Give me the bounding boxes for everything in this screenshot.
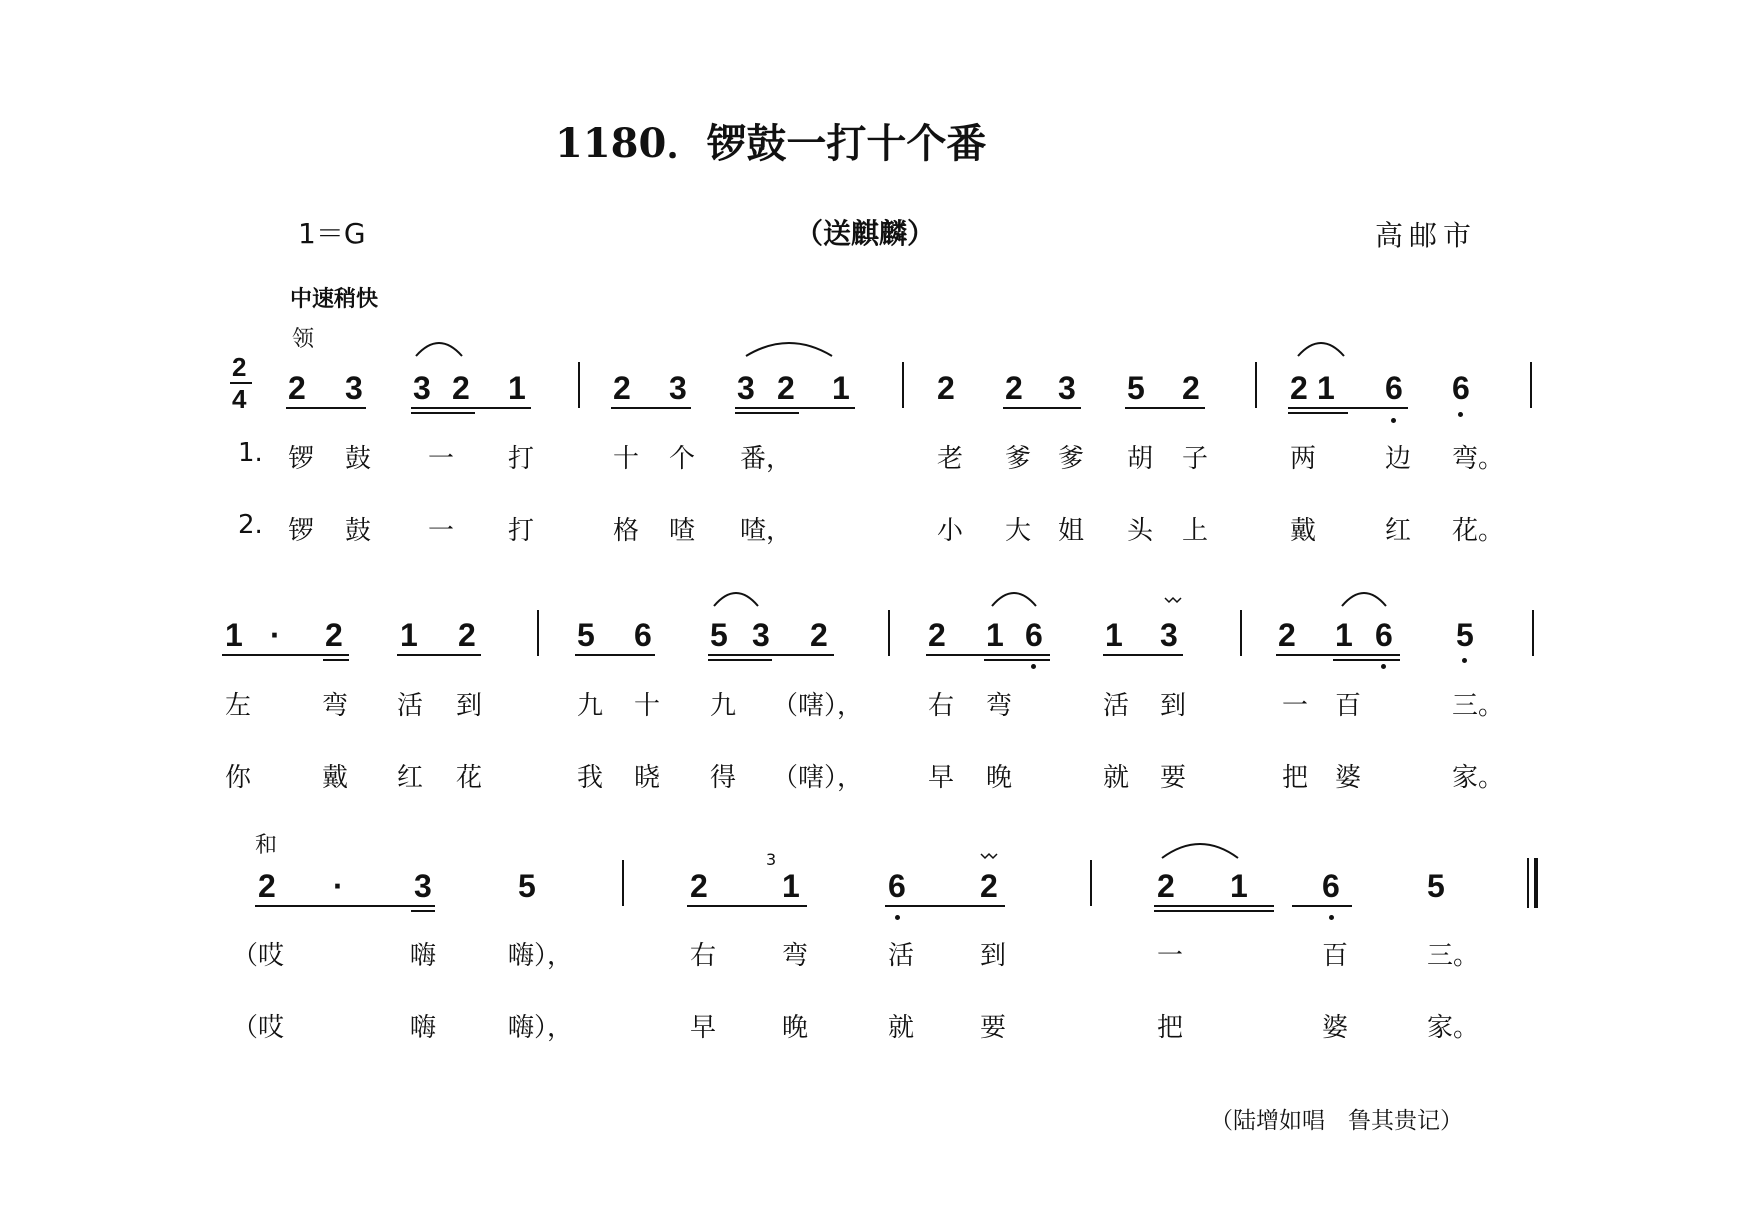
- note: 2: [928, 617, 946, 653]
- note: 2: [458, 617, 476, 653]
- beam: [575, 654, 655, 656]
- note: 1: [782, 868, 800, 904]
- lyric: 戴: [1290, 516, 1317, 546]
- song-title: 1180．锣鼓一打十个番: [555, 120, 987, 167]
- note: 5: [1456, 617, 1474, 653]
- lyric: 小: [937, 516, 964, 546]
- bar-line: [1530, 362, 1532, 408]
- beam: [735, 412, 799, 414]
- lyric: 得: [710, 763, 737, 793]
- lyric: 头: [1127, 516, 1154, 546]
- lyric: 九: [577, 691, 604, 721]
- note: 2: [613, 370, 631, 406]
- note: 1: [400, 617, 418, 653]
- beam: [411, 910, 435, 912]
- slur: [744, 336, 834, 358]
- slur: [414, 336, 464, 358]
- octave-dot: [1329, 915, 1334, 920]
- beam: [1154, 905, 1274, 907]
- beam: [411, 407, 531, 409]
- lyric: 到: [980, 941, 1007, 971]
- bar-line: [888, 610, 890, 656]
- note: 1: [1317, 370, 1335, 406]
- lead-marking: 领: [292, 327, 315, 352]
- lyric: 婆: [1322, 1013, 1349, 1043]
- lyric: 一: [1157, 941, 1184, 971]
- lyric: 晚: [782, 1013, 809, 1043]
- note: 1: [832, 370, 850, 406]
- beam: [1333, 659, 1400, 661]
- lyric: 三。: [1427, 941, 1480, 971]
- lyric: 要: [980, 1013, 1007, 1043]
- note: 2: [937, 370, 955, 406]
- lyric: 活: [888, 941, 915, 971]
- lyric: 要: [1160, 763, 1187, 793]
- lyric: 锣: [288, 444, 315, 474]
- lyric: 右: [928, 691, 955, 721]
- note: 5: [518, 868, 536, 904]
- lyric: 早: [690, 1013, 717, 1043]
- note: 6: [1375, 617, 1393, 653]
- note: 5: [1427, 868, 1445, 904]
- lyric: 爹: [1058, 444, 1085, 474]
- beam: [984, 659, 1050, 661]
- beam: [885, 905, 1005, 907]
- lyric: 弯: [782, 941, 809, 971]
- lyric: 百: [1322, 941, 1349, 971]
- lyric: 爹: [1005, 444, 1032, 474]
- octave-dot: [1031, 664, 1036, 669]
- beam: [1288, 412, 1348, 414]
- lyric: 把: [1157, 1013, 1184, 1043]
- beam: [286, 407, 366, 409]
- lyric: 你: [225, 763, 252, 793]
- octave-dot: [895, 915, 900, 920]
- note: 6: [1322, 868, 1340, 904]
- key-signature: 1＝G: [298, 217, 366, 250]
- lyric: 打: [508, 444, 535, 474]
- lyric: 边: [1385, 444, 1412, 474]
- beam: [411, 412, 475, 414]
- note: 3: [752, 617, 770, 653]
- beam: [323, 659, 349, 661]
- lyric: 嗨: [410, 941, 437, 971]
- lyric: （哎: [232, 941, 285, 971]
- octave-dot: [1391, 418, 1396, 423]
- lyric: （嗐），: [772, 691, 864, 721]
- lyric: 红: [1385, 516, 1412, 546]
- lyric: （哎: [232, 1013, 285, 1043]
- note: 3: [413, 370, 431, 406]
- performer-credit: （陆增如唱 鲁其贵记）: [1210, 1108, 1463, 1134]
- beam: [926, 654, 1050, 656]
- note: 3: [1058, 370, 1076, 406]
- lyric: 婆: [1335, 763, 1362, 793]
- lyric: 嗨），: [508, 941, 574, 971]
- note: 2: [325, 617, 343, 653]
- beam: [687, 905, 807, 907]
- note: 2: [1157, 868, 1175, 904]
- lyric: 三。: [1452, 691, 1505, 721]
- lyric: 十: [613, 444, 640, 474]
- verse-number: 1.: [238, 438, 263, 468]
- note: 6: [888, 868, 906, 904]
- lyric: 把: [1282, 763, 1309, 793]
- note: 1: [1230, 868, 1248, 904]
- lyric: 活: [1103, 691, 1130, 721]
- slur: [1296, 336, 1346, 358]
- lyric: 就: [1103, 763, 1130, 793]
- note: 1: [1105, 617, 1123, 653]
- note: 2: [1182, 370, 1200, 406]
- note: 2: [810, 617, 828, 653]
- augmentation-dot: ·: [333, 868, 344, 904]
- lyric: 红: [397, 763, 424, 793]
- trill-icon: [1164, 596, 1182, 604]
- note: 2: [1005, 370, 1023, 406]
- time-sig-top: 2: [232, 352, 247, 382]
- note: 1: [986, 617, 1004, 653]
- lyric: 花: [456, 763, 483, 793]
- note: 5: [710, 617, 728, 653]
- lyric: 弯: [986, 691, 1013, 721]
- bar-line: [1255, 362, 1257, 408]
- lyric: 一: [1282, 691, 1309, 721]
- slur: [1160, 836, 1240, 860]
- lyric: 姐: [1058, 516, 1085, 546]
- lyric: 百: [1335, 691, 1362, 721]
- lyric: 弯: [322, 691, 349, 721]
- beam: [708, 654, 834, 656]
- note: 1: [508, 370, 526, 406]
- note: 2: [258, 868, 276, 904]
- lyric: （嗐），: [772, 763, 864, 793]
- lyric: 家。: [1427, 1013, 1480, 1043]
- lyric: 打: [508, 516, 535, 546]
- lyric: 一: [428, 444, 455, 474]
- trill-icon: [980, 852, 998, 860]
- lyric: 喳: [669, 516, 696, 546]
- lyric: 喳，: [740, 516, 793, 546]
- beam: [397, 654, 481, 656]
- lyric: 番，: [740, 444, 793, 474]
- slur: [712, 586, 760, 608]
- bar-line: [1532, 610, 1534, 656]
- lyric: 早: [928, 763, 955, 793]
- chorus-marking: 和: [255, 833, 278, 858]
- octave-dot: [1458, 412, 1463, 417]
- subtitle: （送麒麟）: [795, 217, 936, 250]
- beam: [708, 659, 772, 661]
- beam: [611, 407, 691, 409]
- bar-line: [622, 860, 624, 906]
- lyric: 两: [1290, 444, 1317, 474]
- lyric: 到: [1160, 691, 1187, 721]
- lyric: 鼓: [345, 516, 372, 546]
- beam: [222, 654, 349, 656]
- lyric: 花。: [1452, 516, 1505, 546]
- note: 3: [345, 370, 363, 406]
- lyric: 右: [690, 941, 717, 971]
- augmentation-dot: ·: [270, 617, 281, 653]
- note: 2: [690, 868, 708, 904]
- lyric: 十: [634, 691, 661, 721]
- note: 3: [669, 370, 687, 406]
- lyric: 个: [669, 444, 696, 474]
- lyric: 弯。: [1452, 444, 1505, 474]
- octave-dot: [1381, 664, 1386, 669]
- final-bar-thick: [1534, 858, 1538, 908]
- region-label: 高邮市: [1375, 219, 1478, 252]
- note: 1: [225, 617, 243, 653]
- lyric: 活: [397, 691, 424, 721]
- lyric: 戴: [322, 763, 349, 793]
- lyric: 格: [613, 516, 640, 546]
- beam: [1292, 905, 1352, 907]
- lyric: 鼓: [345, 444, 372, 474]
- tempo-marking: 中速稍快: [290, 287, 379, 312]
- beam: [1276, 654, 1400, 656]
- lyric: 锣: [288, 516, 315, 546]
- lyric: 到: [456, 691, 483, 721]
- lyric: 就: [888, 1013, 915, 1043]
- note: 2: [1278, 617, 1296, 653]
- verse-number: 2.: [238, 510, 263, 540]
- beam: [735, 407, 855, 409]
- bar-line: [902, 362, 904, 408]
- note: 6: [634, 617, 652, 653]
- bar-line: [537, 610, 539, 656]
- bar-line: [1240, 610, 1242, 656]
- note: 5: [577, 617, 595, 653]
- note: 3: [737, 370, 755, 406]
- beam: [1154, 910, 1274, 912]
- note: 3: [414, 868, 432, 904]
- lyric: 嗨: [410, 1013, 437, 1043]
- lyric: 晓: [634, 763, 661, 793]
- lyric: 家。: [1452, 763, 1505, 793]
- note: 6: [1025, 617, 1043, 653]
- bar-line: [578, 362, 580, 408]
- time-sig-bottom: 4: [232, 384, 247, 414]
- beam: [1103, 654, 1183, 656]
- beam: [255, 905, 435, 907]
- lyric: 上: [1182, 516, 1209, 546]
- final-bar-thin: [1527, 858, 1529, 908]
- note: 6: [1385, 370, 1403, 406]
- note: 2: [288, 370, 306, 406]
- note: 2: [980, 868, 998, 904]
- bar-line: [1090, 860, 1092, 906]
- lyric: 嗨），: [508, 1013, 574, 1043]
- lyric: 九: [710, 691, 737, 721]
- lyric: 子: [1182, 444, 1209, 474]
- note: 1: [1335, 617, 1353, 653]
- note: 6: [1452, 370, 1470, 406]
- lyric: 一: [428, 516, 455, 546]
- slur: [1340, 586, 1388, 608]
- beam: [1003, 407, 1081, 409]
- lyric: 大: [1005, 516, 1032, 546]
- note: 2: [452, 370, 470, 406]
- note: 2: [1290, 370, 1308, 406]
- octave-dot: [1462, 658, 1467, 663]
- note: 5: [1127, 370, 1145, 406]
- lyric: 左: [225, 691, 252, 721]
- lyric: 我: [577, 763, 604, 793]
- note: 2: [777, 370, 795, 406]
- beam: [1125, 407, 1205, 409]
- lyric: 胡: [1127, 444, 1154, 474]
- note: 3: [1160, 617, 1178, 653]
- slur: [990, 586, 1038, 608]
- beam: [1288, 407, 1408, 409]
- grace-note: 3: [766, 850, 777, 869]
- lyric: 老: [937, 444, 964, 474]
- lyric: 晚: [986, 763, 1013, 793]
